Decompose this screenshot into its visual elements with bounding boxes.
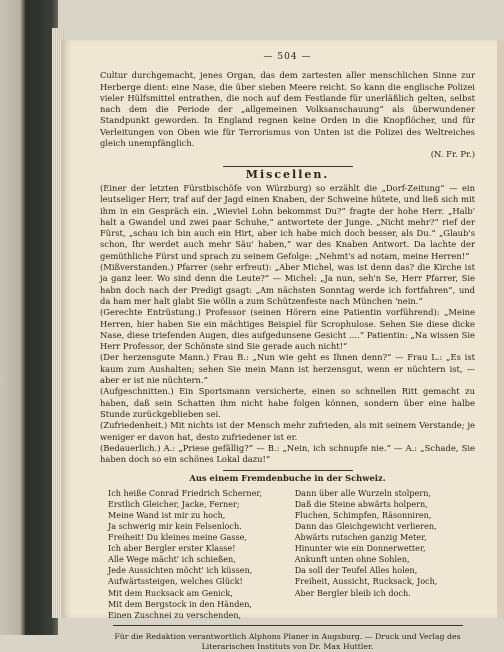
section-title: Miscellen.: [245, 167, 330, 181]
book-spine: [0, 0, 58, 635]
poem-line: Erstlich Gleicher, Jacke, Ferner;: [108, 498, 240, 509]
paragraph-missverstanden: (Mißverstanden.) Pfarrer (sehr erfreut): „Aber Michel, was ist denn das? die Kirche ist ja ganz leer. Wo sind denn die Leute?“ — Michel: „Ja nun, seh'n Se, Herr Pfarrer, Sie habn doch nach der Predigt gsagt: „Am nächsten Sonntag werde ich fortfahren“, und da ham mer halt glabt Sie wölln a zum Schützenfeste nach München 'nein.“: [100, 262, 475, 306]
page-right-edge: [497, 40, 504, 618]
poem-line: Ankunft unten ohne Sohlen,: [294, 554, 410, 565]
poem-line: Jede Aussichten möcht' ich küssen,: [108, 565, 253, 576]
section-divider: [223, 166, 353, 167]
poem-line: Da soll der Teufel Alles holen,: [294, 565, 418, 576]
poem-line: Daß die Steine abwärts holpern,: [294, 498, 428, 509]
poem-line: Einen Zuschnei zu verschenden,: [108, 609, 242, 620]
poem-line: Aber Bergler bleib ich doch.: [294, 587, 411, 598]
poem-left-column: [108, 488, 280, 621]
page-content: [100, 52, 475, 652]
paragraph-herzensgute-mann: (Der herzensgute Mann.) Frau B.: „Nun wie geht es Ihnen denn?“ — Frau L.: „Es ist kaum zum Aushalten; sehen Sie mein Mann ist herzensgut, wenn er nüchtern ist, — aber er ist nie nüchtern.“: [100, 352, 475, 386]
poem-line: Mit dem Rucksack am Genick,: [108, 587, 233, 598]
poem-line: Ja schwerig mir kein Felsenloch.: [108, 520, 242, 531]
poem-right-column: [295, 488, 467, 621]
page-number: — 504 —: [263, 52, 312, 62]
miscellany-paragraphs: [100, 183, 475, 465]
poem-line: Ich aber Bergler erster Klasse!: [108, 543, 236, 554]
paragraph-aufgeschnitten: (Aufgeschnitten.) Ein Sportsmann versicherte, einen so schnellen Ritt gemacht zu haben, daß sein Schatten ihm nicht habe folgen können, sondern über eine halbe Stunde zurückgeblieben sei.: [100, 386, 475, 419]
poem: [100, 488, 475, 621]
poem-title: Aus einem Fremdenbuche in der Schweiz.: [189, 473, 386, 484]
paragraph-fuerstbischof: (Einer der letzten Fürstbischöfe von Würzburg) so erzählt die „Dorf-Zeitung“ — ein leutseliger Herr, traf auf der Jagd einen Knaben, der Schweine hütete, und ließ sich mit ihm in ein Gespräch ein. „Wieviel Lohn bekommst Du?“ fragte der hohe Herr. „Halb' halt a Gwandel und zwei paar Schuhe,“ antwortete der Junge. „Nicht mehr?“ rief der Fürst, „schau ich bin auch ein Hirt, aber ich habe mich doch besser, als Du.“ „Glaub's schon, Ihr werdet auch mehr Säu' haben,“ war des Knaben Antwort. Da lachte der gemüthliche Fürst und sprach zu seinem Gefolge: „Nehmt's ad notam, meine Herren!“: [100, 182, 475, 261]
poem-divider: [223, 470, 353, 471]
poem-line: Dann das Gleichgewicht verlieren,: [294, 520, 437, 531]
poem-line: Meine Wand ist mir zu hoch,: [108, 509, 226, 520]
imprint-footer: Für die Redaktion verantwortlich Alphons Planer in Augsburg. — Druck und Verlag des Literarischen Instituts von Dr. Max Huttler.: [114, 631, 461, 651]
intro-source: (N. Fr. Pr.): [430, 149, 475, 160]
paragraph-zufriedenheit: (Zufriedenheit.) Mit nichts ist der Mensch mehr zufrieden, als mit seinem Verstande; je weniger er davon hat, desto zufriedener ist er.: [100, 420, 475, 442]
footer-divider: [113, 625, 463, 626]
poem-line: Ich heiße Conrad Friedrich Scherner,: [108, 487, 262, 498]
intro-paragraph: Cultur durchgemacht, jenes Organ, das dem zartesten aller menschlichen Sinne zur Herberge dient: eine Nase, die über sieben Meere reicht. So kann die englische Polizei vieler Hülfsmittel entrathen, die noch auf dem Festlande für unerläßlich gelten, selbst nach dem die Periode der „allgemeinen Volksanschauung“ als überwundener Standpunkt geworden. In England regnen keine Orden in die Knopflöcher, und für Verleitungen von Oben wie für Terrorismus von Unten ist die Polizei des Weltreiches gleich unempfänglich.: [100, 70, 475, 149]
poem-line: Freiheit! Du kleines meine Gasse,: [108, 532, 247, 543]
poem-line: Abwärts rutschen ganzig Meter,: [294, 532, 427, 543]
poem-line: Freiheit, Aussicht, Rucksack, Joch,: [294, 576, 438, 587]
paragraph-bedauerlich: (Bedauerlich.) A.: „Priese gefällig?“ — B.: „Nein, ich schnupfe nie.“ — A.: „Schade, Sie haben doch so ein schönes Lokal dazu!“: [100, 442, 475, 465]
poem-line: Fluchen, Schimpfen, Räsonniren,: [294, 509, 432, 520]
poem-line: Hinunter wie ein Donnerwetter,: [294, 543, 426, 554]
poem-line: Mit dem Bergstock in den Händen,: [108, 598, 252, 609]
poem-line: Alle Wege mächt' ich schießen,: [108, 554, 236, 565]
poem-line: Aufwärtssteigen, welches Glück!: [108, 576, 243, 587]
paragraph-entruestung: (Gerechte Entrüstung.) Professor (seinen Hörern eine Patientin vorführend): „Meine Herren, hier haben Sie ein mächtiges Beispiel für Scrophulose. Sehen Sie diese dicke Nase, diese triefenden Augen, dies aufgedunsene Gesicht ....“ Patientin: „Na wissen Sie Herr Professor, der Schönste sind Sie gerade auch nicht!“: [100, 307, 475, 352]
poem-line: Dann über alle Wurzeln stolpern,: [294, 487, 431, 498]
